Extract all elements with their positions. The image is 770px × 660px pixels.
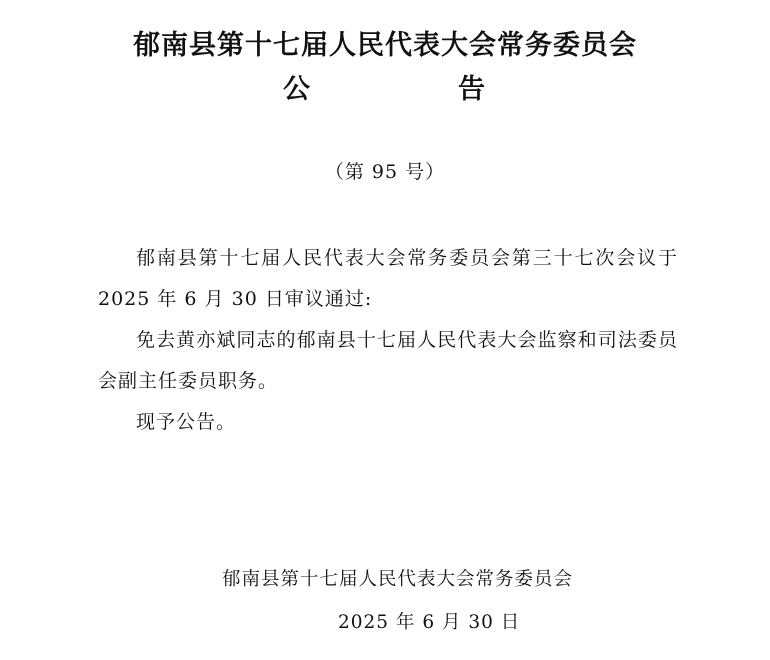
body-paragraph-resolution: 郁南县第十七届人民代表大会常务委员会第三十七次会议于 2025 年 6 月 30 日审议通过:: [98, 247, 678, 310]
announcement-number: （第 95 号）: [324, 161, 446, 183]
body-paragraph-dismissal: 免去黄亦斌同志的郁南县十七届人民代表大会监察和司法委员会副主任委员职务。: [98, 329, 678, 392]
document-subtitle: [0, 70, 770, 110]
subtitle-char-right: 告: [458, 74, 485, 105]
issue-date: 2025 年 6 月 30 日: [338, 612, 521, 633]
issuer-signature: 郁南县第十七届人民代表大会常务委员会: [222, 569, 574, 590]
subtitle-char-left: 公: [283, 74, 310, 105]
document-title: 郁南县第十七届人民代表大会常务委员会: [133, 30, 637, 61]
body-paragraph-closing: 现予公告。: [136, 411, 237, 433]
